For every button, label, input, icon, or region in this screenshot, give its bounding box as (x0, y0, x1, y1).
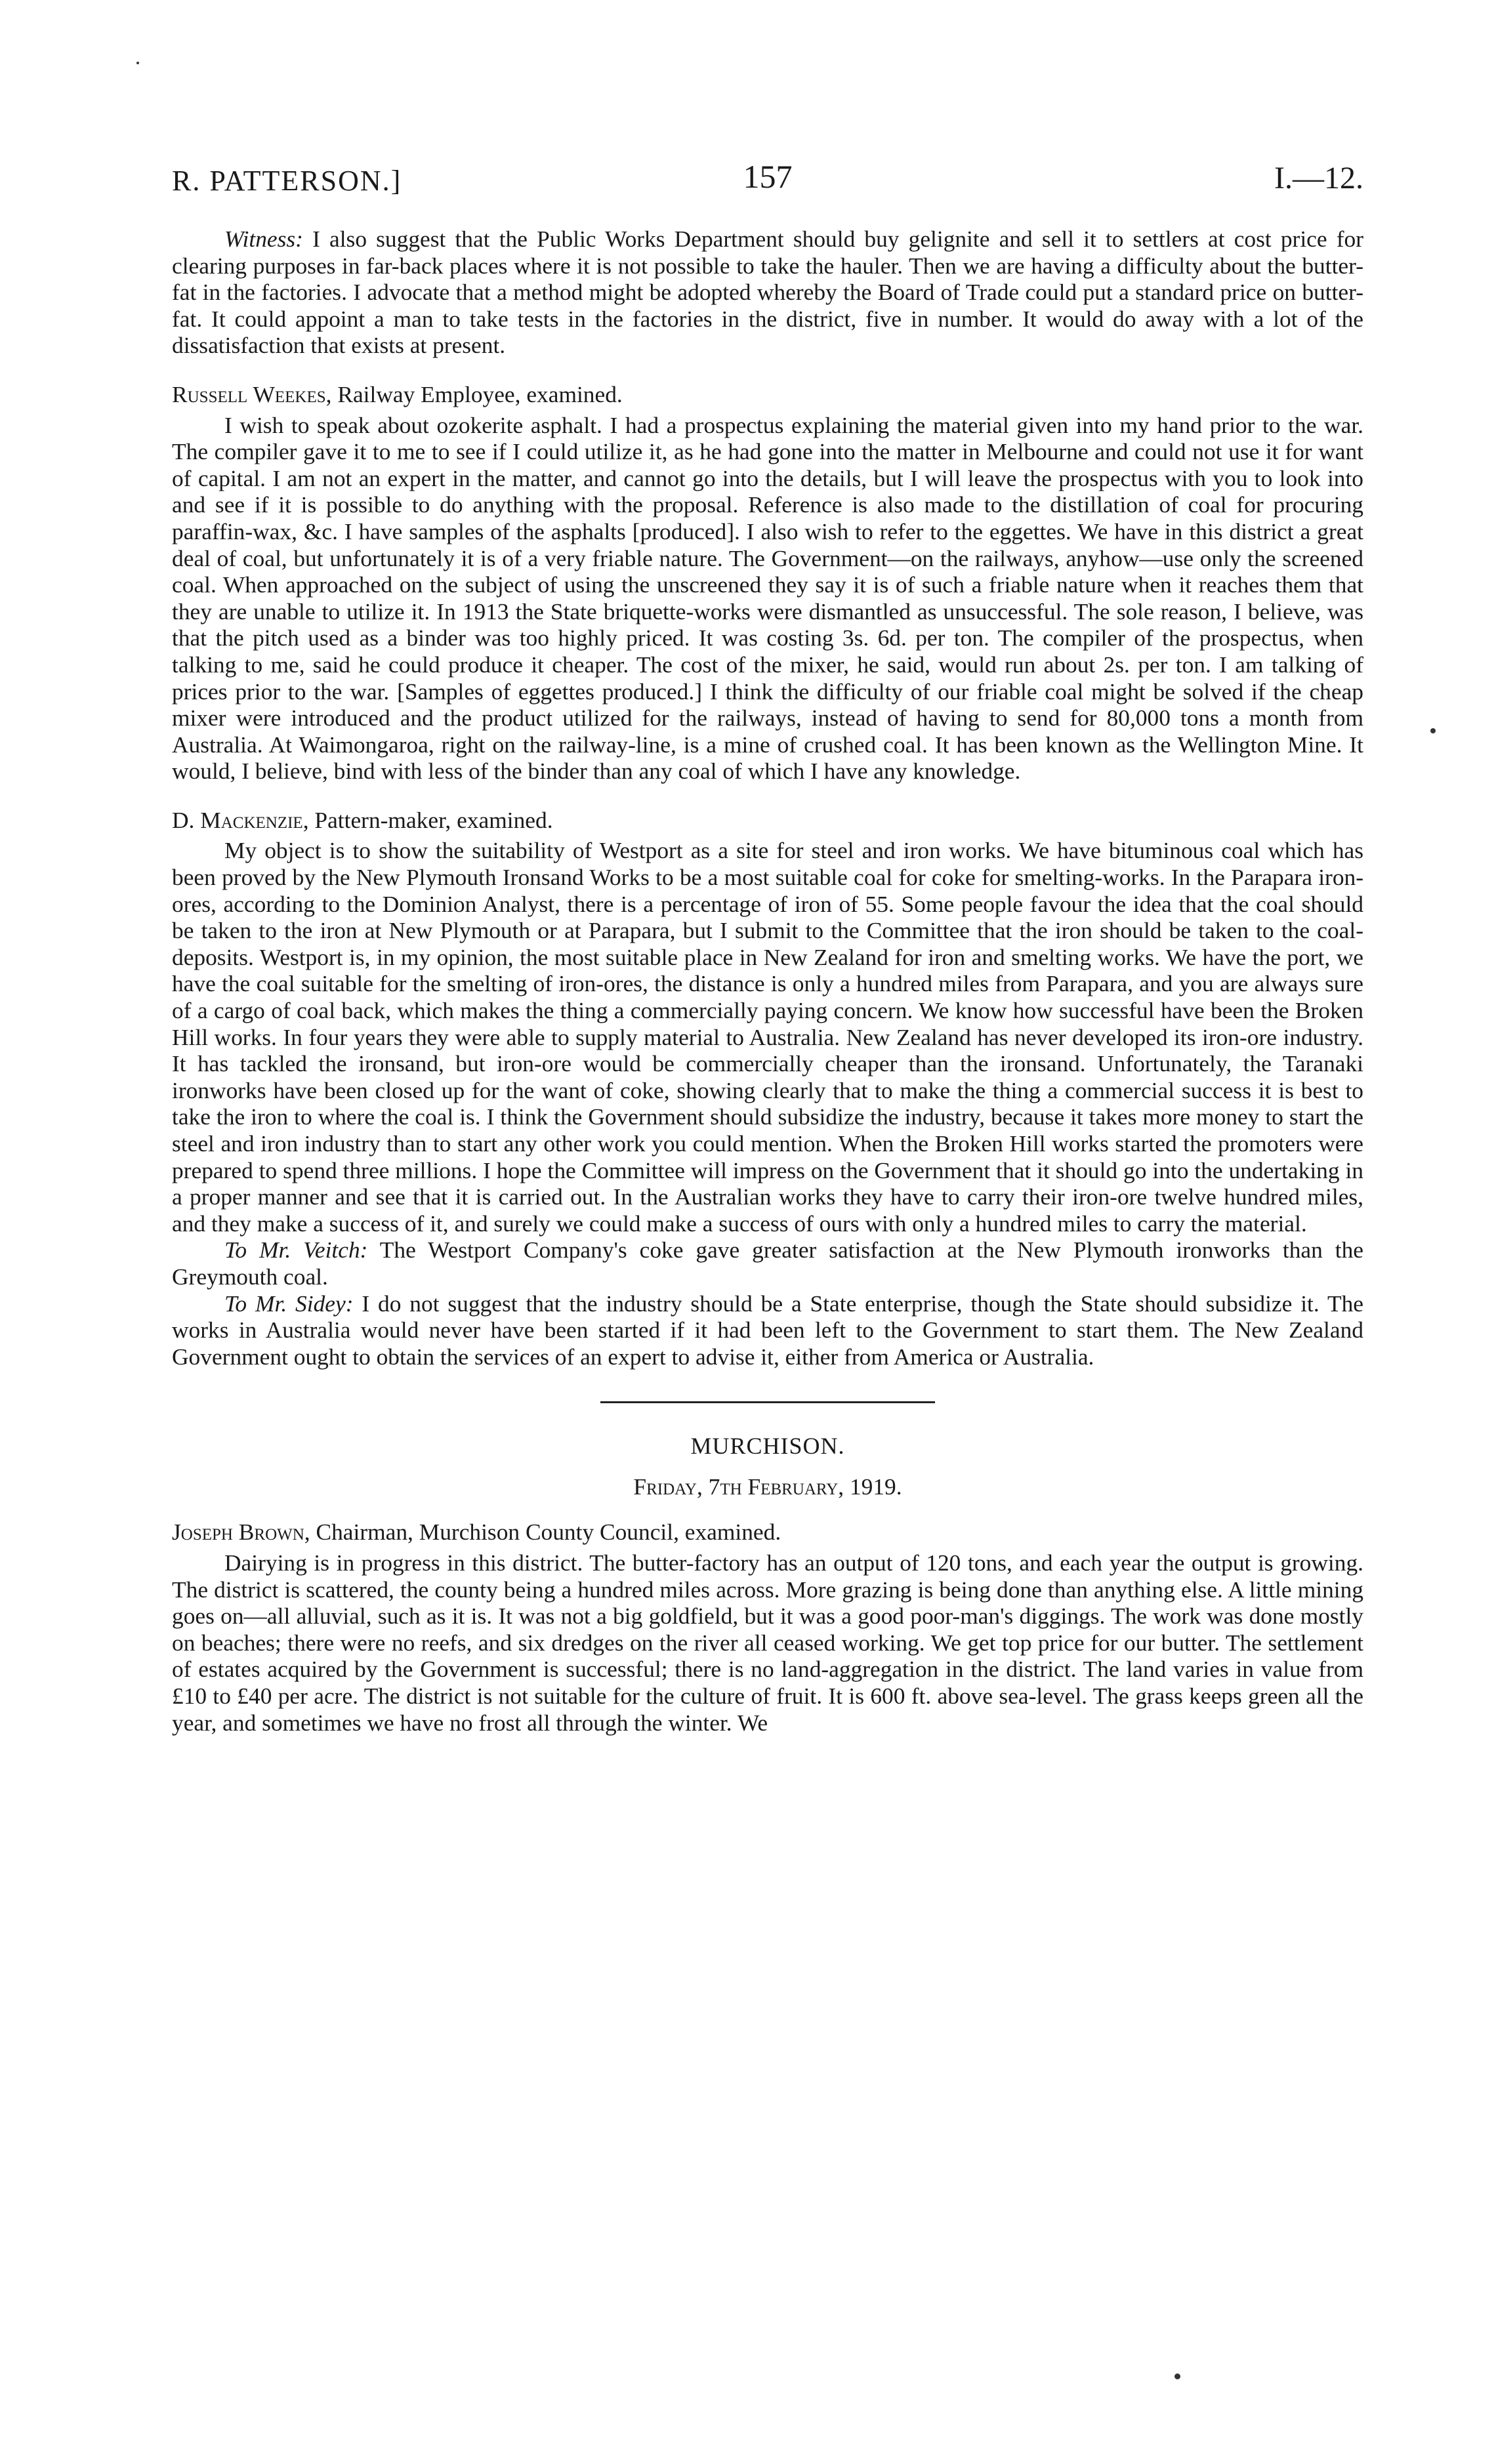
mackenzie-name: D. Mackenzie (172, 806, 303, 833)
weekes-name: Russell Weekes (172, 380, 326, 407)
witness-paragraph (172, 226, 1363, 359)
sidey-text: I do not suggest that the industry should be a State enterprise, though the State should subsidize it. The works in Australia would never have been started if it had been left to the Government to start them. The New Zealand Government ought to obtain the services of an expert to advise it, either from America or Australia. (172, 1290, 1363, 1370)
session-date: Friday, 7th February, 1919. (633, 1473, 902, 1500)
veitch-label: To Mr. Veitch: (224, 1237, 368, 1263)
running-header (172, 157, 1363, 203)
brown-paragraph: Dairying is in progress in this district. The butter-factory has an output of 120 tons, and each year the output is growing. The district is scattered, the county being a hundred miles across. More grazing is being done than anything else. A little mining goes on—all alluvial, such as it is. It was not a big goldfield, but it was a good poor-man's diggings. The work was done mostly on beaches; there were no reefs, and six dredges on the river all ceased working. We get top price for our butter. The settlement of estates acquired by the Government is successful; there is no land-aggregation in the district. The land varies in value from £10 to £40 per acre. The district is not suitable for the culture of fruit. It is 600 ft. above sea-level. The grass keeps green all the year, and sometimes we have no frost all through the winter. We (172, 1549, 1363, 1736)
print-speck (136, 62, 139, 64)
sidey-paragraph (172, 1290, 1363, 1370)
mackenzie-role: , Pattern-maker, examined. (302, 806, 553, 833)
brown-heading (172, 1519, 1363, 1546)
section-title: MURCHISON. (690, 1433, 845, 1460)
veitch-text: The Westport Company's coke gave greater satisfaction at the New Plymouth ironworks than the Greymouth coal. (172, 1237, 1363, 1290)
weekes-paragraph: I wish to speak about ozokerite asphalt. I had a prospectus explaining the material given into my hand prior to the war. The compiler gave it to me to see if I could utilize it, as he had gone into the matter in Melbourne and could not use it for want of capital. I am not an expert in the matter, and cannot go into the details, but I will leave the prospectus with you to look into and see if it is possible to do anything with the proposal. Reference is also made to the distillation of coal for procuring paraffin-wax, &c. I have samples of the asphalts [produced]. I also wish to refer to the eggettes. We have in this district a great deal of coal, but unfortunately it is of a very friable nature. The Government—on the railways, anyhow—use only the screened coal. When approached on the subject of using the unscreened they say it is of such a friable nature when it reaches them that they are unable to utilize it. In 1913 the State briquette-works were dismantled as unsuccessful. The sole reason, I believe, was that the pitch used as a binder was too highly priced. It was costing 3s. 6d. per ton. The compiler of the prospectus, when talking to me, said he could produce it cheaper. The cost of the mixer, he said, would run about 2s. per ton. I am talking of prices prior to the war. [Samples of eggettes produced.] I think the difficulty of our friable coal might be solved if the cheap mixer were introduced and the product utilized for the railways, instead of having to send for 80,000 tons a month from Australia. At Waimongaroa, right on the railway-line, is a mine of crushed coal. It has been known as the Wellington Mine. It would, I believe, bind with less of the binder than any coal of which I have any knowledge. (172, 411, 1363, 785)
header-right: I.—12. (1274, 161, 1363, 195)
witness-label: Witness: (224, 226, 303, 252)
page-number: 157 (743, 158, 793, 195)
brown-name: Joseph Brown (172, 1519, 304, 1546)
weekes-role: , Railway Employee, examined. (325, 380, 623, 407)
print-speck (1430, 728, 1436, 733)
witness-text: I also suggest that the Public Works Department should buy gelignite and sell it to settlers at cost price for clearing purposes in far-back places where it is not possible to take the hauler. Then we are having a difficulty about the butter-fat in the factories. I advocate that a method might be adopted whereby the Board of Trade could put a standard price on butter-fat. It could appoint a man to take tests in the factories in the district, five in number. It would do away with a lot of the dissatisfaction that exists at present. (172, 226, 1363, 359)
print-speck (1174, 2373, 1180, 2379)
sidey-label: To Mr. Sidey: (224, 1290, 354, 1317)
brown-role: , Chairman, Murchison County Council, examined. (304, 1519, 781, 1546)
section-divider (600, 1401, 935, 1403)
mackenzie-heading (172, 807, 1363, 834)
header-left: R. PATTERSON.] (172, 165, 402, 197)
veitch-paragraph (172, 1237, 1363, 1290)
document-page (172, 157, 1363, 1736)
weekes-heading (172, 381, 1363, 408)
mackenzie-paragraph: My object is to show the suitability of Westport as a site for steel and iron works. We have bituminous coal which has been proved by the New Plymouth Ironsand Works to be a most suitable coal for coke for smelting-works. In the Parapara iron-ores, according to the Dominion Analyst, there is a percentage of iron of 55. Some people favour the idea that the coal should be taken to the iron at New Plymouth or at Parapara, but I submit to the Committee that the iron should be taken to the coal-deposits. Westport is, in my opinion, the most suitable place in New Zealand for iron and smelting works. We have the port, we have the coal suitable for the smelting of iron-ores, the distance is only a hundred miles from Parapara, and you are always sure of a cargo of coal back, which makes the thing a commercially paying concern. We know how successful have been the Broken Hill works. In four years they were able to supply material to Australia. New Zealand has never developed its iron-ore industry. It has tackled the ironsand, but iron-ore would be commercially cheaper than the ironsand. Unfortunately, the Taranaki ironworks have been closed up for the want of coke, showing clearly that to make the thing a commercial success it is best to take the iron to where the coal is. I think the Government should subsidize the industry, because it takes more money to start the steel and iron industry than to start any other work you could mention. When the Broken Hill works started the promoters were prepared to spend three millions. I hope the Committee will impress on the Government that it should go into the undertaking in a proper manner and see that it is carried out. In the Australian works they have to carry their iron-ore twelve hundred miles, and they make a success of it, and surely we could make a success of ours with only a hundred miles to carry the material. (172, 837, 1363, 1237)
